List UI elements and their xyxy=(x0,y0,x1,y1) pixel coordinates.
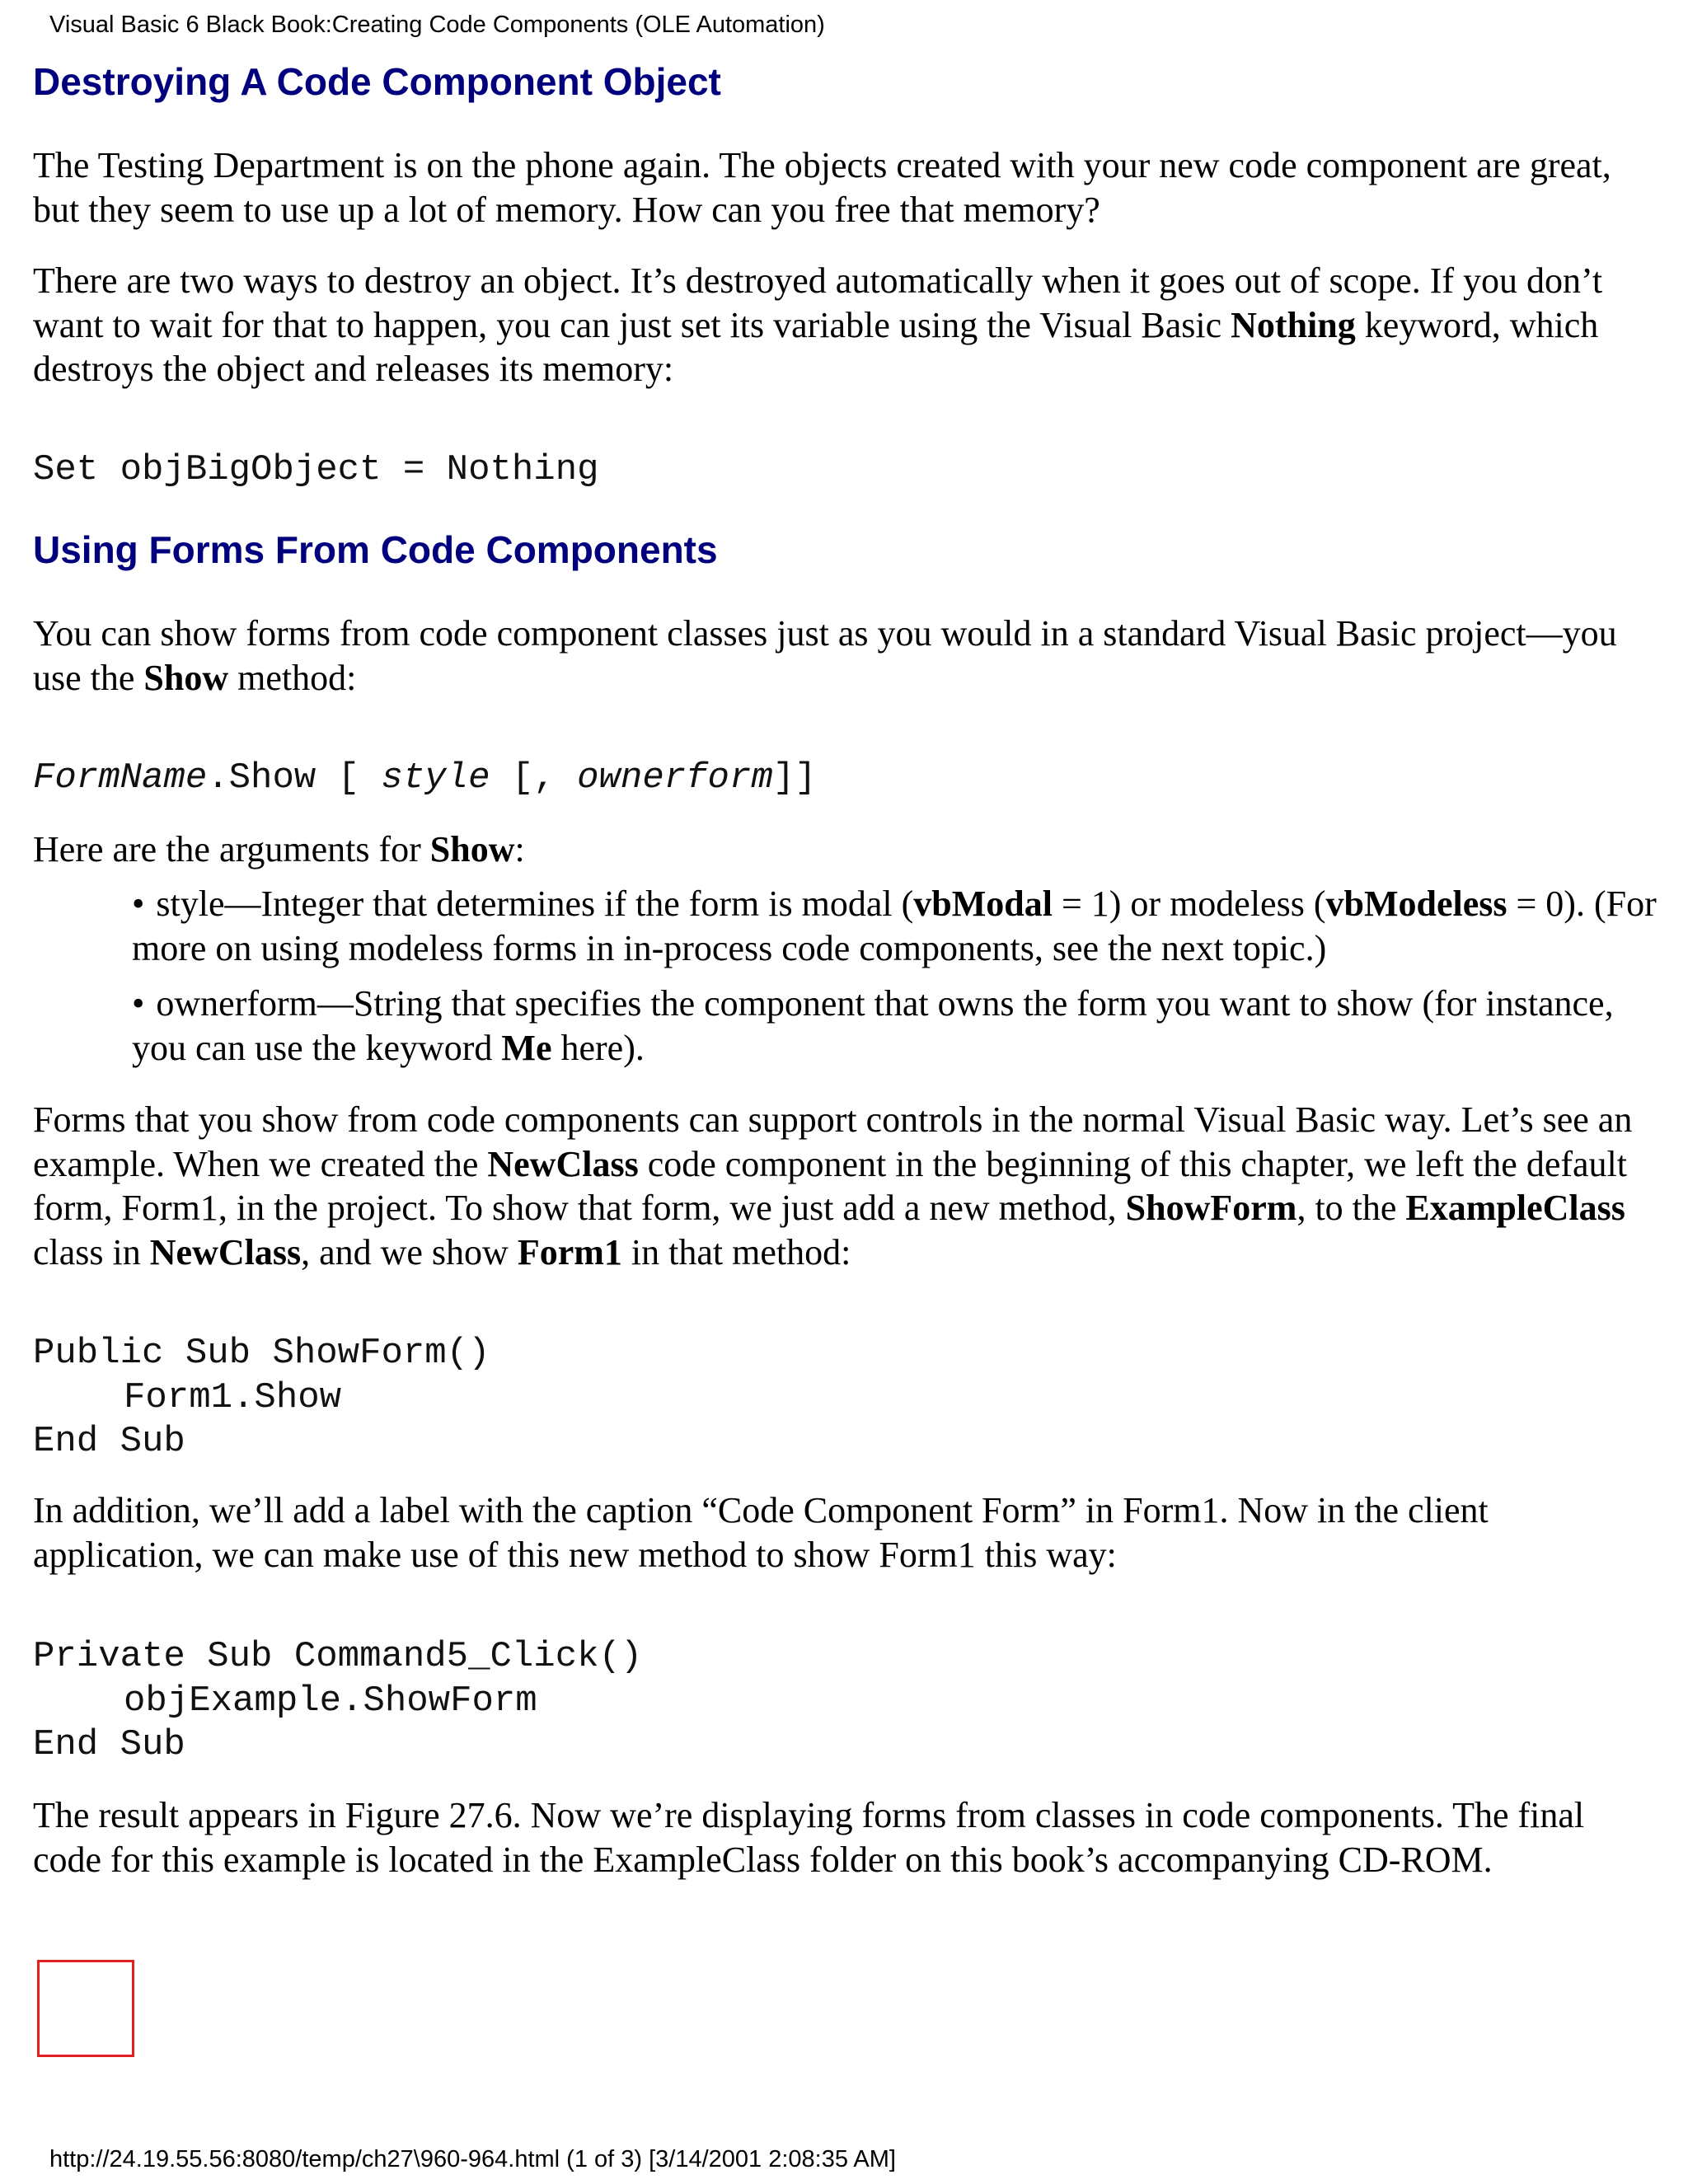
code-show-syntax: FormName.Show [ style [, ownerform]] xyxy=(33,757,817,799)
keyword-show: Show xyxy=(143,657,229,698)
page-header: Visual Basic 6 Black Book:Creating Code Components (OLE Automation) xyxy=(49,12,825,38)
paragraph-two-ways: There are two ways to destroy an object. It’s destroyed automatically when it goes out of scope. If you don’t want to wait for that to happen, you can just set its variable using the Visual Basic Nothing keyword, which destroys the object and releases its memory: xyxy=(33,260,1603,389)
arguments-list xyxy=(132,882,1673,1081)
code-set-nothing: Set objBigObject = Nothing xyxy=(33,449,599,490)
keyword-nothing: Nothing xyxy=(1231,304,1356,345)
paragraph-arguments-intro: Here are the arguments for Show: xyxy=(33,829,525,869)
code-command5-click: Private Sub Command5_Click() objExample.ShowForm End Sub xyxy=(33,1636,643,1765)
paragraph-add-label: In addition, we’ll add a label with the caption “Code Component Form” in Form1. Now in the client application, we can make use of this new method to show Form1 this way: xyxy=(33,1490,1489,1575)
page-footer-url: http://24.19.55.56:8080/temp/ch27\960-964.html (1 of 3) [3/14/2001 2:08:35 AM] xyxy=(49,2146,896,2172)
section-heading-using-forms: Using Forms From Code Components xyxy=(33,528,718,571)
argument-ownerform: • ownerform—String that specifies the component that owns the form you want to show (for instance, you can use the keyword Me here). xyxy=(132,983,1614,1068)
paragraph-show-forms: You can show forms from code component classes just as you would in a standard Visual Basic project—you use the Show method: xyxy=(33,613,1617,698)
paragraph-forms-example: Forms that you show from code components can support controls in the normal Visual Basic way. Let’s see an example. When we created the NewClass code component in the beginning of this chapter, we left the default form, Form1, in the project. To show that form, we just add a new method, ShowForm, to the ExampleClass class in NewClass, and we show Form1 in that method: xyxy=(33,1099,1633,1272)
figure-image-placeholder[interactable] xyxy=(37,1960,134,2057)
paragraph-result: The result appears in Figure 27.6. Now we’re displaying forms from classes in code components. The final code for this example is located in the ExampleClass folder on this book’s accompanying CD-ROM. xyxy=(33,1795,1585,1880)
code-showform-method: Public Sub ShowForm() Form1.Show End Sub xyxy=(33,1333,490,1462)
paragraph-testing-department: The Testing Department is on the phone again. The objects created with your new code component are great, but they seem to use up a lot of memory. How can you free that memory? xyxy=(33,145,1611,230)
argument-style: • style—Integer that determines if the form is modal (vbModal = 1) or modeless (vbModeless = 0). (For more on using modeless forms in in-process code components, see the next topic.) xyxy=(132,883,1657,968)
section-heading-destroying: Destroying A Code Component Object xyxy=(33,60,721,103)
